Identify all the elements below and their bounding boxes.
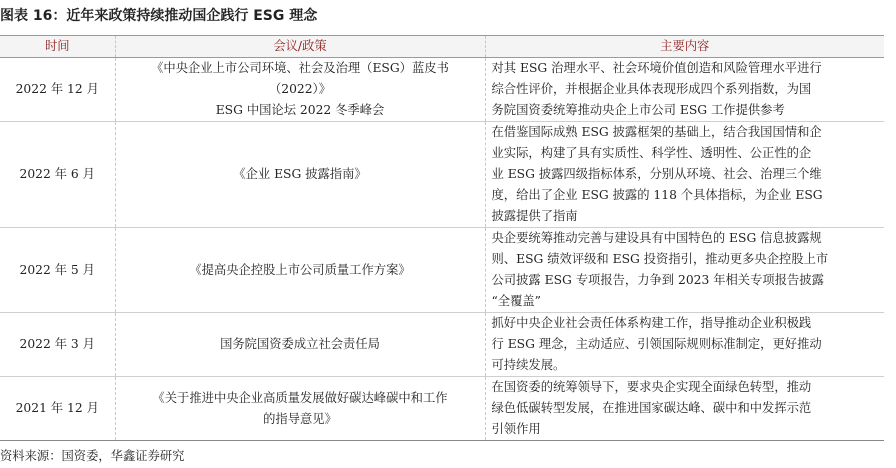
cell-main-content bbox=[485, 313, 884, 377]
meeting-policy-line: 《提高央企控股上市公司质量工作方案》 bbox=[189, 262, 411, 277]
main-content-line: 绿色低碳转型发展，在推进国家碳达峰、碳中和中发挥示范 bbox=[491, 401, 812, 415]
cell-main-content bbox=[485, 377, 884, 441]
cell-main-content bbox=[485, 122, 884, 228]
meeting-policy-line: 《关于推进中央企业高质量发展做好碳达峰碳中和工作 bbox=[152, 390, 448, 405]
meeting-policy-line: ESG 中国论坛 2022 冬季峰会 bbox=[215, 103, 385, 117]
main-content-line: 披露提供了指南 bbox=[491, 209, 578, 223]
main-content-line: 抓好中央企业社会责任体系构建工作，指导推动企业积极践 bbox=[491, 316, 812, 330]
cell-meeting-policy bbox=[115, 313, 485, 377]
table-row bbox=[0, 377, 884, 441]
main-content-line: 行 ESG 理念，主动适应、引领国际规则标准制定，更好推动 bbox=[491, 337, 822, 351]
main-content-line: 央企要统筹推动完善与建设具有中国特色的 ESG 信息披露规 bbox=[491, 231, 822, 245]
header-meeting-policy: 会议/政策 bbox=[115, 36, 485, 58]
main-content-line: 可持续发展。 bbox=[491, 358, 566, 372]
meeting-policy-line: 《企业 ESG 披露指南》 bbox=[233, 167, 367, 181]
meeting-policy-line: 国务院国资委成立社会责任局 bbox=[220, 337, 380, 351]
main-content-line: 综合性评价，并根据企业具体表现形成四个系列指数，为国 bbox=[491, 82, 812, 96]
main-content-line: 则、ESG 绩效评级和 ESG 投资指引，推动更多央企控股上市 bbox=[491, 252, 829, 266]
cell-time: 2022 年 12 月 bbox=[0, 58, 115, 122]
cell-time: 2022 年 6 月 bbox=[0, 122, 115, 228]
cell-time: 2022 年 5 月 bbox=[0, 228, 115, 313]
main-content-line: 业 ESG 披露四级指标体系，分别从环境、社会、治理三个维 bbox=[491, 167, 822, 181]
main-content-line: 公司披露 ESG 专项报告，力争到 2023 年相关专项报告披露 bbox=[491, 273, 824, 287]
table-row bbox=[0, 122, 884, 228]
main-content-line: 在借鉴国际成熟 ESG 披露框架的基础上，结合我国国情和企 bbox=[491, 125, 822, 139]
cell-meeting-policy bbox=[115, 377, 485, 441]
source-note: 资料来源：国资委，华鑫证券研究 bbox=[0, 449, 185, 463]
table-body bbox=[0, 58, 884, 441]
figure-title: 图表 16：近年来政策持续推动国企践行 ESG 理念 bbox=[0, 8, 318, 24]
main-content-line: 务院国资委统筹推动央企上市公司 ESG 工作提供参考 bbox=[491, 103, 785, 117]
cell-main-content bbox=[485, 58, 884, 122]
header-main-content: 主要内容 bbox=[485, 36, 884, 58]
cell-meeting-policy bbox=[115, 58, 485, 122]
main-content-line: 引领作用 bbox=[491, 422, 541, 436]
policy-table bbox=[0, 35, 884, 441]
cell-time: 2022 年 3 月 bbox=[0, 313, 115, 377]
main-content-line: 对其 ESG 治理水平、社会环境价值创造和风险管理水平进行 bbox=[491, 61, 822, 75]
cell-main-content bbox=[485, 228, 884, 313]
main-content-line: “全覆盖” bbox=[491, 294, 541, 308]
header-time: 时间 bbox=[0, 36, 115, 58]
table-row bbox=[0, 58, 884, 122]
cell-meeting-policy bbox=[115, 122, 485, 228]
table-row bbox=[0, 313, 884, 377]
meeting-policy-line: 《中央企业上市公司环境、社会及治理（ESG）蓝皮书 bbox=[151, 61, 449, 75]
meeting-policy-line: 的指导意见》 bbox=[263, 411, 337, 426]
cell-time: 2021 年 12 月 bbox=[0, 377, 115, 441]
table-header-row bbox=[0, 36, 884, 58]
table-row bbox=[0, 228, 884, 313]
main-content-line: 在国资委的统筹领导下，要求央企实现全面绿色转型，推动 bbox=[491, 380, 812, 394]
meeting-policy-line: （2022）》 bbox=[268, 82, 332, 96]
cell-meeting-policy bbox=[115, 228, 485, 313]
main-content-line: 度，给出了企业 ESG 披露的 118 个具体指标，为企业 ESG bbox=[491, 188, 823, 202]
main-content-line: 业实际，构建了具有实质性、科学性、透明性、公正性的企 bbox=[491, 146, 812, 160]
